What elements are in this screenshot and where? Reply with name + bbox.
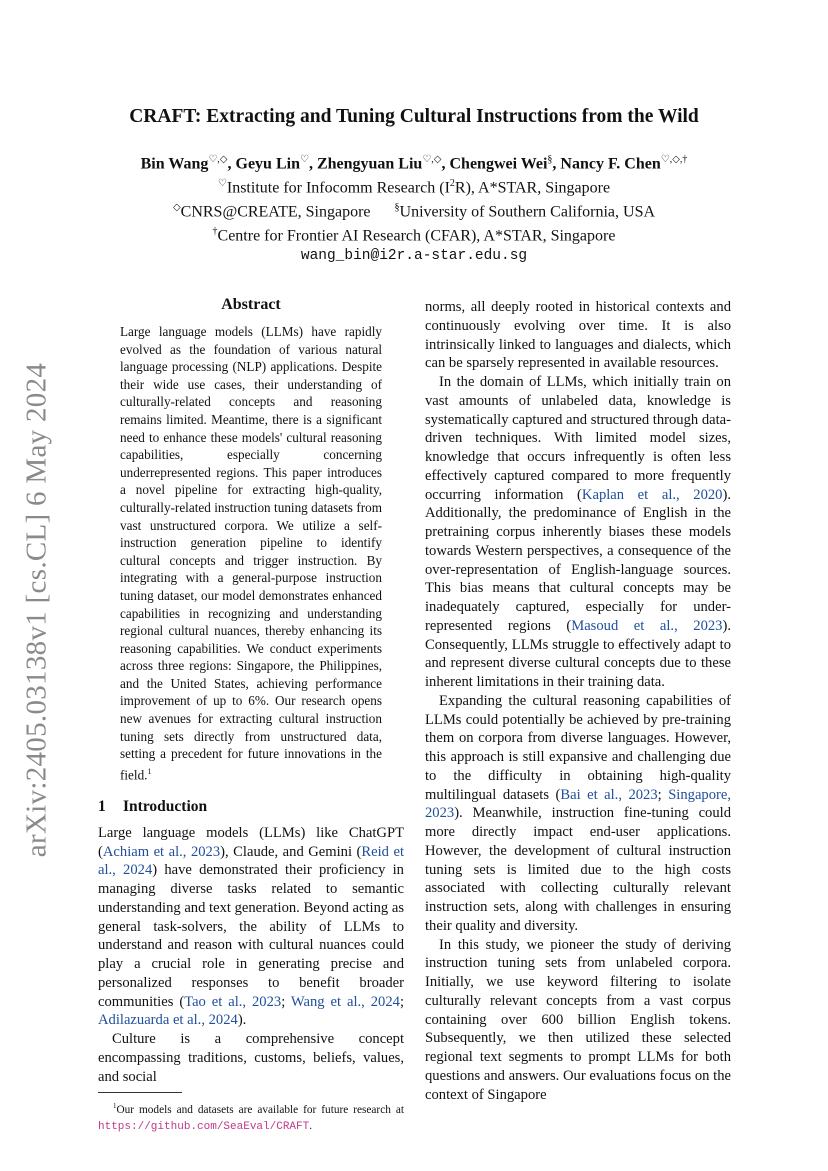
affiliation-1 [0, 174, 828, 198]
footnote-url-link[interactable]: https://github.com/SeaEval/CRAFT [98, 1120, 310, 1133]
affiliation-mark: ◇ [172, 202, 181, 214]
footnote-mark: 1 [112, 1102, 117, 1111]
citation-link[interactable]: Kaplan et al., 2020 [581, 486, 723, 503]
affiliation-mark: § [394, 202, 400, 214]
body-text: ) have demonstrated their proficiency in managing diverse tasks related to semantic understanding and text generation. Beyond acting as general task-solvers, the ability of LLMs to understand and reason with cultural nuances could play a crucial role in generating precise and personalized responses to benefit broader communities ( [98, 862, 404, 1010]
body-text: ). [237, 1012, 247, 1029]
author-block [0, 150, 828, 266]
citation-link[interactable]: Achiam et al., 2023 [102, 843, 221, 860]
body-text: ; [399, 993, 404, 1010]
footnote-text: . [309, 1119, 313, 1132]
author-name: Chengwei Wei [449, 155, 548, 173]
body-text: ), Claude, and Gemini ( [220, 843, 362, 860]
right-paragraph-1: norms, all deeply rooted in historical contexts and continuously evolving over time. It is also intrinsically linked to languages and dialects, which can be sparsely represented in available resources. [425, 299, 731, 372]
author-name: Zhengyuan Liu [316, 155, 423, 173]
author-marks: ♡,◇ [422, 154, 442, 165]
author-email: wang_bin@i2r.a-star.edu.sg [300, 247, 528, 264]
citation-link[interactable]: Masoud et al., 2023 [571, 617, 723, 634]
affiliation-4 [0, 222, 828, 246]
body-text: ; [657, 786, 669, 803]
author-marks: ♡,◇ [208, 154, 228, 165]
arxiv-identifier: arXiv:2405.03138v1 [cs.CL] 6 May 2024 [20, 362, 53, 858]
citation-link[interactable]: Reid et al., 2024 [98, 843, 404, 879]
right-column [425, 298, 731, 1104]
body-text: ). Consequently, LLMs struggle to effectively adapt to and represent diverse cultural concepts due to these inherent limitations in their training data. [425, 617, 731, 690]
citation-link[interactable]: Adilazuarda et al., 2024 [98, 1012, 238, 1029]
affiliation-text: Centre for Frontier AI Research (CFAR), A*STAR, Singapore [217, 227, 616, 245]
intro-paragraph-2: Culture is a comprehensive concept encompassing traditions, customs, beliefs, values, and social [98, 1031, 404, 1085]
affiliation-text: Institute for Infocomm Research (I [226, 179, 450, 197]
author-name: Bin Wang [140, 155, 209, 173]
author-marks: ♡ [299, 154, 309, 165]
section-heading-introduction [98, 798, 404, 816]
citation-link[interactable]: Tao et al., 2023 [184, 993, 282, 1010]
citation-link[interactable]: Bai et al., 2023 [560, 786, 658, 803]
affiliation-text: University of Southern California, USA [399, 203, 656, 221]
citation-link[interactable]: Singapore, 2023 [425, 786, 732, 822]
abstract-body [120, 323, 382, 784]
footnote [98, 1099, 404, 1135]
affiliation-2-3 [0, 198, 828, 222]
left-column [98, 296, 404, 1135]
intro-paragraph-1 [98, 824, 404, 1030]
body-text: Large language models (LLMs) like ChatGPT ( [98, 824, 404, 860]
body-text: Expanding the cultural reasoning capabilities of LLMs could potentially be achieved by pre-training them on corpora from diverse languages. However, this approach is still expansive and challenging due to the difficulty in obtaining high-quality multilingual datasets ( [425, 692, 731, 803]
author-name: Geyu Lin [235, 155, 300, 173]
affiliation-text: CNRS@CREATE, Singapore [180, 203, 371, 221]
affiliation-mark: † [212, 226, 218, 238]
footnote-divider [98, 1092, 182, 1093]
arxiv-sidebar-stamp [10, 360, 64, 860]
affiliation-text: R), A*STAR, Singapore [454, 179, 611, 197]
footnote-text: Our models and datasets are available for future research at [116, 1104, 404, 1117]
author-list: Bin Wang♡,◇, Geyu Lin♡, Zhengyuan Liu♡,◇, Chengwei Wei§, Nancy F. Chen♡,◇,† [140, 154, 688, 173]
citation-link[interactable]: Wang et al., 2024 [290, 993, 400, 1010]
body-text: ; [281, 993, 291, 1010]
body-text: ). Meanwhile, instruction fine-tuning could more directly impact end-user applications. However, the development of cultural instruction tuning sets is limited due to the high costs associated with collecting culturally relevant instruction sets, along with challenges in ensuring their quality and diversity. [425, 805, 731, 934]
body-text: In the domain of LLMs, which initially train on vast amounts of unlabeled data, knowledge is systematically captured and structured through data-driven techniques. With limited model sizes, knowledge that occurs infrequently is often less effectively captured compared to more frequently occurring information ( [425, 374, 731, 503]
author-marks: § [547, 154, 553, 165]
section-number: 1 [98, 797, 106, 815]
body-text: ). Additionally, the predominance of English in the pretraining corpus inherently biases these models towards Western perspectives, a consequence of the over-representation of English-language sources. This bias means that cultural concepts may be inadequately captured, especially for under-represented regions ( [425, 486, 731, 634]
footnote-marker: 1 [147, 766, 152, 776]
author-name: Nancy F. Chen [560, 155, 661, 173]
right-paragraph-3 [425, 692, 731, 936]
abstract-text: Large language models (LLMs) have rapidly evolved as the foundation of various natural language processing (NLP) applications. Despite their wide use cases, their understanding of culturally-related concepts and reasoning remains limited. Meantime, there is a significant need to enhance these models' cultural reasoning capabilities, especially concerning underrepresented regions. This paper introduces a novel pipeline for extracting high-quality, culturally-related instruction tuning datasets from vast unstructured corpora. We utilize a self-instruction generation pipeline to identify cultural concepts and trigger instruction. By integrating with a general-purpose instruction tuning dataset, our model demonstrates enhanced capabilities in recognizing and understanding regional cultural nuances, thereby enhancing its reasoning capabilities. We conduct experiments across three regions: Singapore, the Philippines, and the United States, achieving performance improvement of up to 6%. Our research opens new avenues for extracting cultural instruction tuning sets directly from unstructured data, setting a precedent for future innovations in the field. [120, 324, 382, 783]
right-paragraph-4: In this study, we pioneer the study of deriving instruction tuning sets from unlabeled corpora. Initially, we use keyword filtering to isolate culturally relevant concepts from a vast corpus containing over 600 billion English tokens. Subsequently, we then utilized these selected regional text segments to prompt LLMs for both questions and answers. Our evaluations focus on the context of Singapore [425, 936, 731, 1103]
author-marks: ♡,◇,† [660, 154, 688, 165]
paper-title: CRAFT: Extracting and Tuning Cultural Instructions from the Wild [129, 106, 699, 127]
right-paragraph-2 [425, 373, 731, 692]
abstract-heading: Abstract [221, 296, 281, 313]
affiliation-mark: ♡ [217, 178, 227, 190]
section-title: Introduction [123, 797, 208, 815]
affiliation-superscript: 2 [449, 178, 455, 190]
